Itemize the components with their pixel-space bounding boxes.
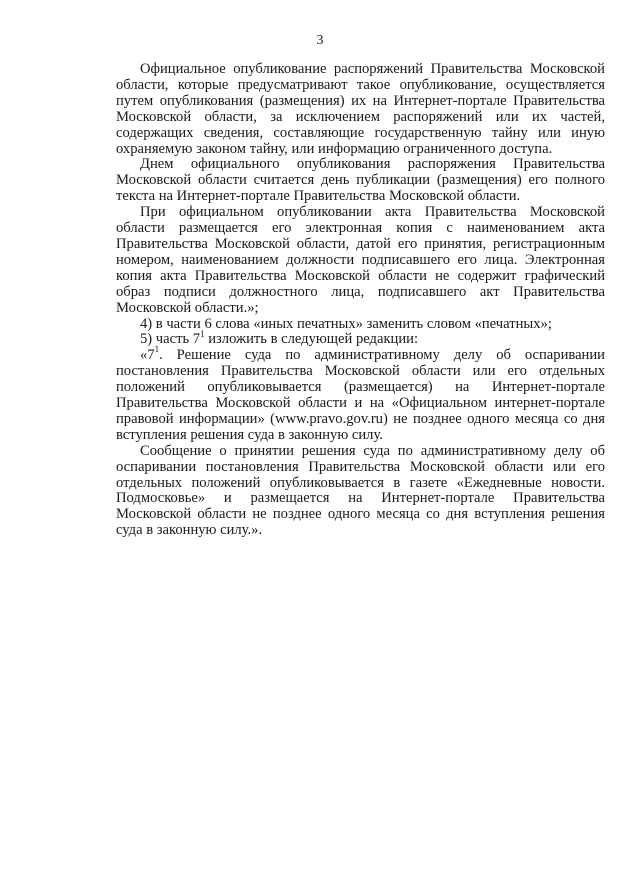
paragraph-electronic-copy: При официальном опубликовании акта Правительства Московской области размещается его электронная копия с наименованием акта Правительства Московской области, датой его принятия, регистрационным номером, наименованием должности подписавшего его лица. Электронная копия акта Правительства Московской области не содержит графический образ подписи должностного лица, подписавшего акт Правительства Московской области.»;	[116, 204, 605, 316]
paragraph-court-decision-notice: Сообщение о принятии решения суда по административному делу об оспаривании постановления Правительства Московской области или его отдельных положений опубликовывается в газете «Ежедневные новости. Подмосковье» и размещается на Интернет-портале Правительства Московской области не позднее одного месяца со дня вступления решения суда в законную силу.».	[116, 442, 605, 539]
item-5-superscript: 1	[200, 328, 205, 339]
court-decision-text-after: . Решение суда по административному делу об оспаривании постановления Правительства Московской области или его отдельных положений опубликовывается (размещается) на Интернет-портале Правительства Московской области и на «Официальном интернет-портале правовой информации» (www.pravo.gov.ru) не позднее одного месяца со дня вступления решения суда в законную силу.	[116, 347, 605, 443]
item-5-text-after: изложить в следующей редакции:	[204, 331, 419, 348]
paragraph-item-4: 4) в части 6 слова «иных печатных» заменить словом «печатных»;	[140, 315, 552, 332]
document-body	[116, 62, 605, 539]
paragraph-court-decision	[116, 344, 605, 443]
page-number: 3	[316, 33, 324, 48]
court-decision-text-before: «7	[140, 347, 155, 364]
paragraph-publication-of-orders: Официальное опубликование распоряжений Правительства Московской области, которые предусматривают такое опубликование, осуществляется путем опубликования (размещения) их на Интернет-портале Правительства Московской области, за исключением распоряжений или их частей, содержащих сведения, составляющие государственную тайну или иную охраняемую законом тайну, или информацию ограниченного доступа.	[116, 61, 605, 157]
paragraph-publication-day: Днем официального опубликования распоряжения Правительства Московской области считается день публикации (размещения) его полного текста на Интернет-портале Правительства Московской области.	[116, 156, 605, 205]
paragraph-item-5	[116, 328, 605, 348]
item-5-text-before: 5) часть 7	[140, 331, 201, 348]
court-decision-superscript: 1	[154, 344, 160, 355]
